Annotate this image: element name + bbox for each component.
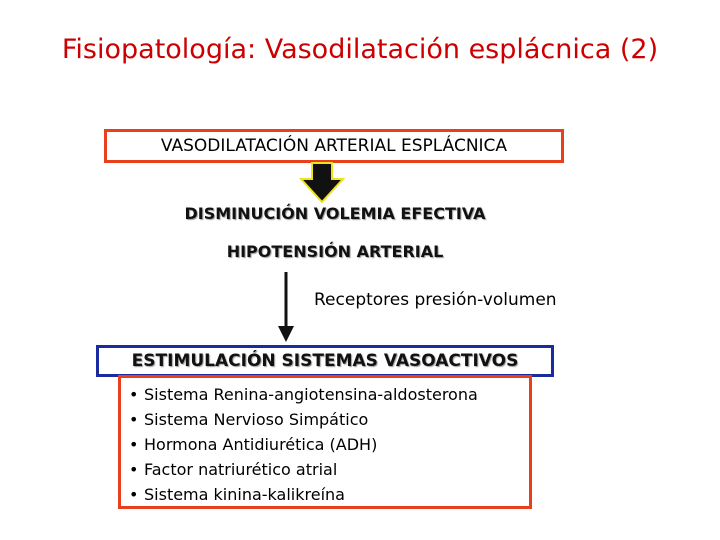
- thin-down-arrow-icon: [276, 272, 296, 344]
- bullet: •: [129, 435, 139, 454]
- bullet: •: [129, 385, 139, 404]
- list-item-label: Sistema Renina-angiotensina-aldosterona: [144, 385, 478, 404]
- list-item: [129, 432, 529, 457]
- volemia-heading: DISMINUCIÓN VOLEMIA EFECTIVA: [184, 204, 486, 223]
- systems-list-box: [118, 375, 532, 509]
- bullet: •: [129, 485, 139, 504]
- bullet: •: [129, 410, 139, 429]
- list-item: [129, 382, 529, 407]
- list-item-label: Sistema kinina-kalikreína: [144, 485, 345, 504]
- systems-list: [129, 382, 529, 507]
- list-item: [129, 482, 529, 507]
- list-item: [129, 407, 529, 432]
- bullet: •: [129, 460, 139, 479]
- vasoactive-systems-box: ESTIMULACIÓN SISTEMAS VASOACTIVOS: [96, 345, 554, 377]
- list-item-label: Sistema Nervioso Simpático: [144, 410, 369, 429]
- page-title: Fisiopatología: Vasodilatación esplácnica (2): [61, 34, 659, 65]
- vasodilation-box: VASODILATACIÓN ARTERIAL ESPLÁCNICA: [104, 129, 564, 163]
- hypotension-heading: HIPOTENSIÓN ARTERIAL: [226, 242, 444, 261]
- list-item-label: Hormona Antidiurética (ADH): [144, 435, 378, 454]
- list-item: [129, 457, 529, 482]
- receptors-label: Receptores presión-volumen: [314, 290, 557, 310]
- big-down-arrow-icon: [298, 162, 346, 204]
- list-item-label: Factor natriurético atrial: [144, 460, 338, 479]
